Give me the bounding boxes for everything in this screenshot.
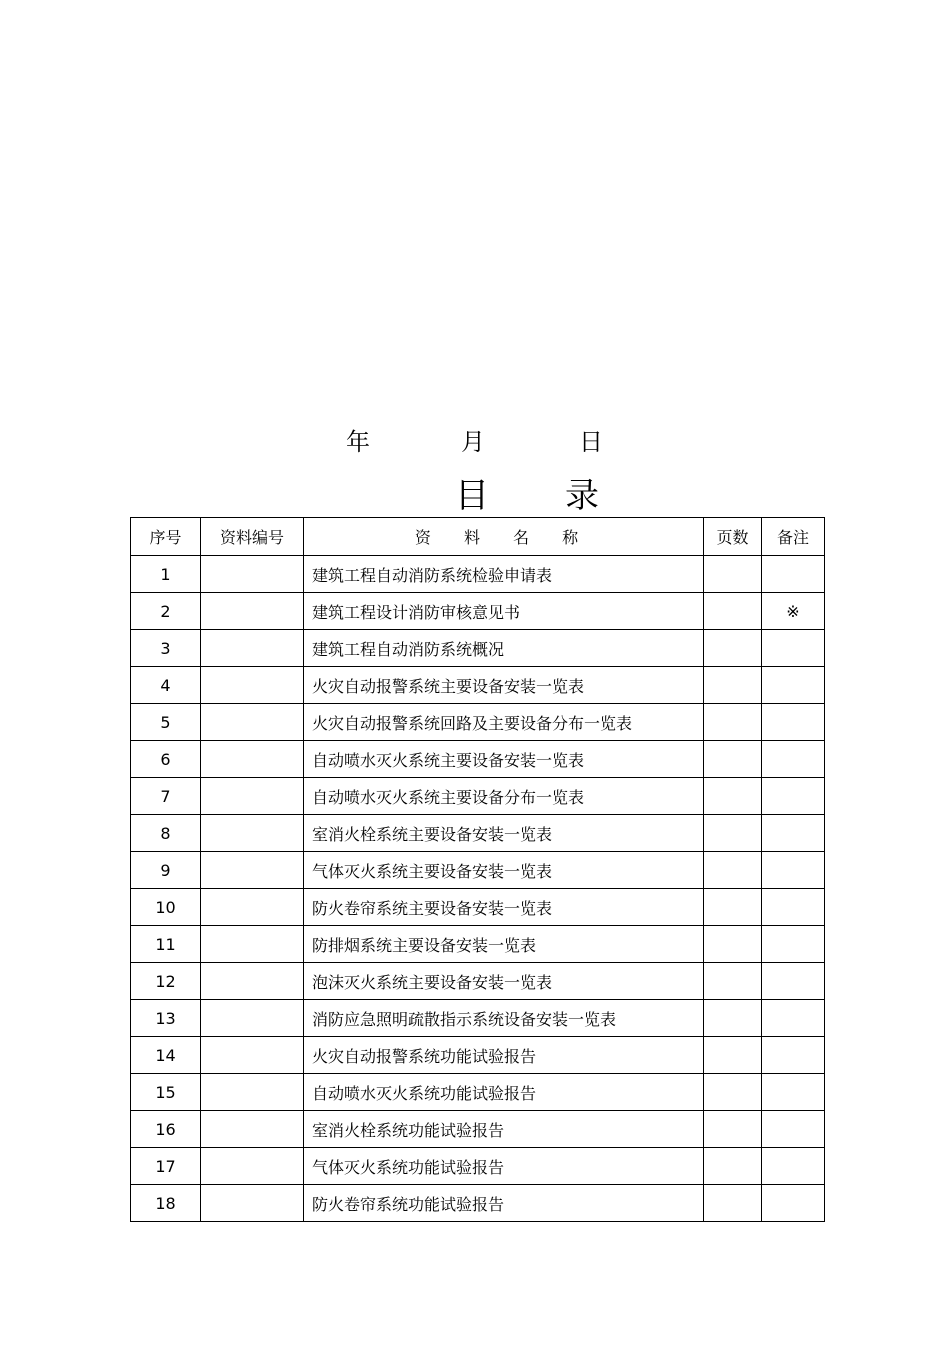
table-row — [131, 1111, 825, 1148]
row-note-cell — [762, 815, 825, 852]
date-day-label: 日 — [579, 428, 603, 456]
row-name-cell: 火灾自动报警系统回路及主要设备分布一览表 — [304, 704, 704, 741]
row-no-cell: 1 — [131, 556, 201, 593]
row-no-cell: 9 — [131, 852, 201, 889]
row-code-cell — [201, 556, 304, 593]
header-code: 资料编号 — [201, 518, 304, 556]
row-name-cell: 防火卷帘系统功能试验报告 — [304, 1185, 704, 1222]
row-note-cell — [762, 1185, 825, 1222]
row-no-cell: 16 — [131, 1111, 201, 1148]
row-note-cell — [762, 1074, 825, 1111]
table-row — [131, 593, 825, 630]
table-row — [131, 1000, 825, 1037]
row-no-cell: 2 — [131, 593, 201, 630]
row-no-cell: 3 — [131, 630, 201, 667]
row-no-cell: 5 — [131, 704, 201, 741]
row-no-cell: 7 — [131, 778, 201, 815]
row-name-cell: 自动喷水灭火系统主要设备安装一览表 — [304, 741, 704, 778]
row-no-cell: 8 — [131, 815, 201, 852]
header-no: 序号 — [131, 518, 201, 556]
row-code-cell — [201, 1074, 304, 1111]
table-row — [131, 889, 825, 926]
row-no-cell: 14 — [131, 1037, 201, 1074]
row-no-cell: 6 — [131, 741, 201, 778]
table-row — [131, 741, 825, 778]
row-note-cell — [762, 704, 825, 741]
row-note-cell — [762, 926, 825, 963]
date-month-label: 月 — [461, 428, 485, 456]
toc-body — [131, 556, 825, 1222]
row-code-cell — [201, 741, 304, 778]
row-code-cell — [201, 1000, 304, 1037]
row-name-cell: 防火卷帘系统主要设备安装一览表 — [304, 889, 704, 926]
row-no-cell: 13 — [131, 1000, 201, 1037]
row-no-cell: 18 — [131, 1185, 201, 1222]
row-code-cell — [201, 889, 304, 926]
row-pages-cell — [704, 963, 762, 1000]
row-note-cell — [762, 1148, 825, 1185]
table-row — [131, 556, 825, 593]
row-name-cell: 室消火栓系统主要设备安装一览表 — [304, 815, 704, 852]
toc-table — [130, 517, 825, 1222]
row-code-cell — [201, 926, 304, 963]
row-name-cell: 自动喷水灭火系统主要设备分布一览表 — [304, 778, 704, 815]
row-note-cell — [762, 852, 825, 889]
header-note: 备注 — [762, 518, 825, 556]
row-note-cell: ※ — [762, 593, 825, 630]
row-note-cell — [762, 963, 825, 1000]
row-no-cell: 17 — [131, 1148, 201, 1185]
table-row — [131, 963, 825, 1000]
row-name-cell: 消防应急照明疏散指示系统设备安装一览表 — [304, 1000, 704, 1037]
row-code-cell — [201, 778, 304, 815]
row-pages-cell — [704, 667, 762, 704]
row-name-cell: 室消火栓系统功能试验报告 — [304, 1111, 704, 1148]
row-no-cell: 12 — [131, 963, 201, 1000]
row-name-cell: 建筑工程自动消防系统概况 — [304, 630, 704, 667]
toc-header-row — [131, 518, 825, 556]
row-no-cell: 15 — [131, 1074, 201, 1111]
table-row — [131, 667, 825, 704]
row-pages-cell — [704, 1000, 762, 1037]
row-note-cell — [762, 667, 825, 704]
row-name-cell: 火灾自动报警系统主要设备安装一览表 — [304, 667, 704, 704]
row-note-cell — [762, 630, 825, 667]
row-code-cell — [201, 1037, 304, 1074]
date-year-label: 年 — [346, 428, 370, 456]
page-title — [0, 474, 950, 518]
row-pages-cell — [704, 1037, 762, 1074]
row-name-cell: 泡沫灭火系统主要设备安装一览表 — [304, 963, 704, 1000]
row-note-cell — [762, 741, 825, 778]
row-code-cell — [201, 815, 304, 852]
table-row — [131, 852, 825, 889]
row-code-cell — [201, 593, 304, 630]
row-code-cell — [201, 963, 304, 1000]
row-note-cell — [762, 1111, 825, 1148]
row-note-cell — [762, 1037, 825, 1074]
row-name-cell: 自动喷水灭火系统功能试验报告 — [304, 1074, 704, 1111]
header-name: 资 料 名 称 — [304, 518, 704, 556]
row-code-cell — [201, 1185, 304, 1222]
row-pages-cell — [704, 741, 762, 778]
row-pages-cell — [704, 815, 762, 852]
row-no-cell: 4 — [131, 667, 201, 704]
page-title-char-1: 目 — [455, 476, 489, 516]
table-row — [131, 926, 825, 963]
row-name-cell: 建筑工程设计消防审核意见书 — [304, 593, 704, 630]
row-note-cell — [762, 778, 825, 815]
row-code-cell — [201, 1111, 304, 1148]
header-pages: 页数 — [704, 518, 762, 556]
row-code-cell — [201, 852, 304, 889]
table-row — [131, 778, 825, 815]
row-pages-cell — [704, 852, 762, 889]
row-pages-cell — [704, 1074, 762, 1111]
table-row — [131, 1185, 825, 1222]
row-note-cell — [762, 556, 825, 593]
row-code-cell — [201, 704, 304, 741]
row-note-cell — [762, 1000, 825, 1037]
table-row — [131, 815, 825, 852]
row-pages-cell — [704, 1185, 762, 1222]
row-name-cell: 建筑工程自动消防系统检验申请表 — [304, 556, 704, 593]
row-pages-cell — [704, 889, 762, 926]
table-row — [131, 704, 825, 741]
row-no-cell: 11 — [131, 926, 201, 963]
row-pages-cell — [704, 1111, 762, 1148]
table-row — [131, 630, 825, 667]
row-name-cell: 气体灭火系统功能试验报告 — [304, 1148, 704, 1185]
row-pages-cell — [704, 704, 762, 741]
row-code-cell — [201, 1148, 304, 1185]
table-row — [131, 1074, 825, 1111]
date-line — [0, 425, 950, 459]
row-pages-cell — [704, 630, 762, 667]
row-code-cell — [201, 630, 304, 667]
row-name-cell: 防排烟系统主要设备安装一览表 — [304, 926, 704, 963]
row-code-cell — [201, 667, 304, 704]
row-pages-cell — [704, 556, 762, 593]
row-pages-cell — [704, 1148, 762, 1185]
row-note-cell — [762, 889, 825, 926]
page-title-char-2: 录 — [565, 476, 599, 516]
row-pages-cell — [704, 926, 762, 963]
row-pages-cell — [704, 593, 762, 630]
table-row — [131, 1037, 825, 1074]
row-pages-cell — [704, 778, 762, 815]
table-row — [131, 1148, 825, 1185]
row-no-cell: 10 — [131, 889, 201, 926]
row-name-cell: 气体灭火系统主要设备安装一览表 — [304, 852, 704, 889]
row-name-cell: 火灾自动报警系统功能试验报告 — [304, 1037, 704, 1074]
